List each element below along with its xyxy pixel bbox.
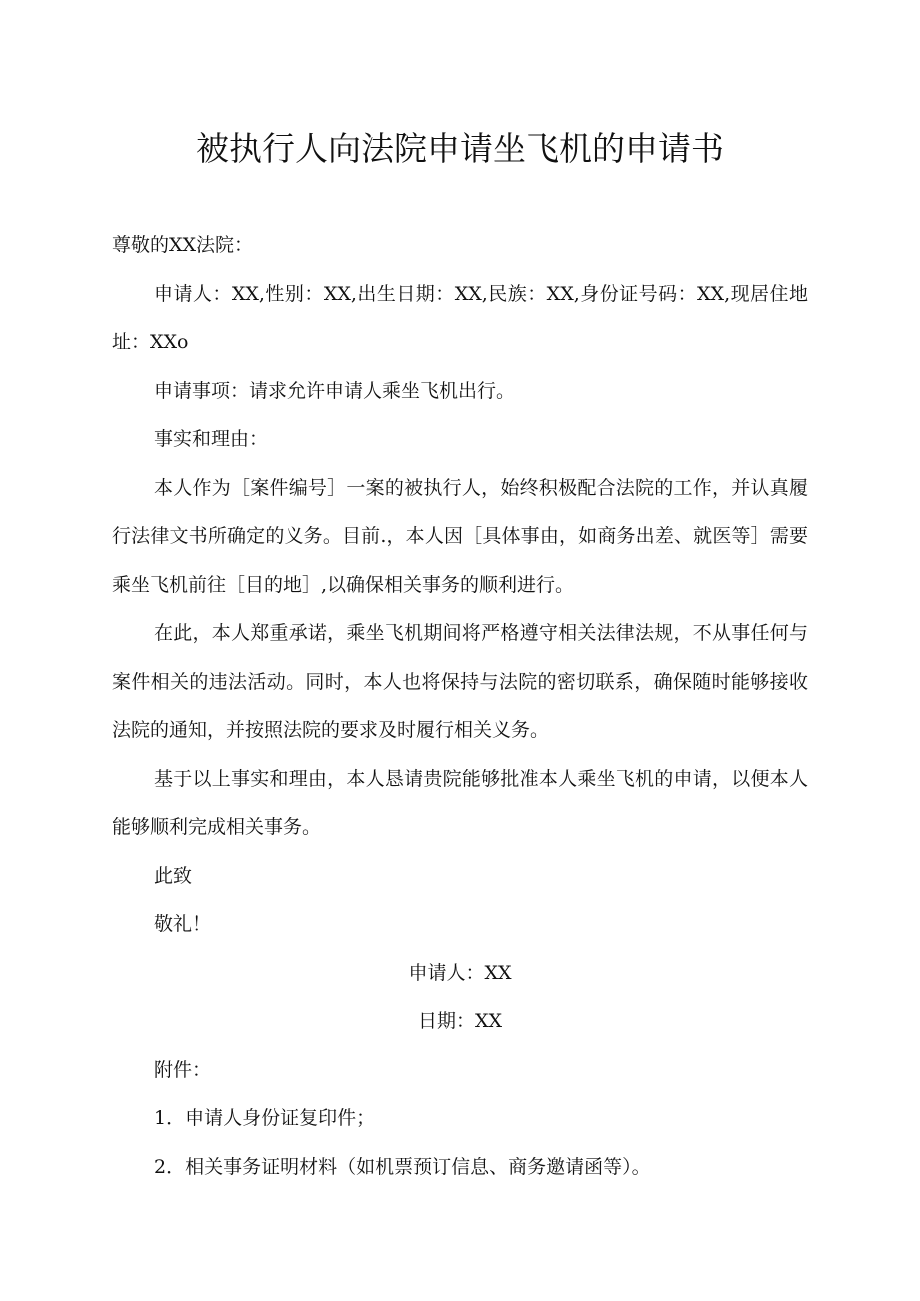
- applicant-info: 申请人：XX,性别：XX,出生日期：XX,民族：XX,身份证号码：XX,现居住地址：XXo: [112, 282, 808, 353]
- document-body: [112, 221, 808, 1191]
- paragraph-1: 本人作为［案件编号］一案的被执行人，始终积极配合法院的工作，并认真履行法律文书所确定的义务。目前.，本人因［具体事由，如商务出差、就医等］需要乘坐飞机前往［目的地］,以确保相关事务的顺利进行。: [112, 476, 808, 596]
- salutation: 尊敬的XX法院：: [112, 234, 254, 256]
- attachment-item-1: 1．申请人身份证复印件；: [154, 1107, 376, 1129]
- attachment-item-2: 2．相关事务证明材料（如机票预订信息、商务邀请函等）。: [154, 1155, 651, 1178]
- paragraph-2: 在此，本人郑重承诺，乘坐飞机期间将严格遵守相关法律法规，不从事任何与案件相关的违法活动。同时，本人也将保持与法院的密切联系，确保随时能够接收法院的通知，并按照法院的要求及时履行相关义务。: [112, 622, 808, 741]
- document-title: 被执行人向法院申请坐飞机的申请书: [196, 129, 724, 168]
- date: 日期：XX: [417, 1010, 503, 1032]
- paragraph-3: 基于以上事实和理由，本人恳请贵院能够批准本人乘坐飞机的申请，以便本人能够顺利完成相关事务。: [112, 767, 808, 838]
- request-item: 申请事项：请求允许申请人乘坐飞机出行。: [154, 379, 516, 402]
- attachments-heading: 附件：: [154, 1058, 212, 1081]
- facts-heading: 事实和理由：: [154, 428, 269, 450]
- closing-line-1: 此致: [154, 864, 193, 887]
- signature: 申请人：XX: [408, 961, 512, 984]
- closing-line-2: 敬礼！: [154, 913, 212, 935]
